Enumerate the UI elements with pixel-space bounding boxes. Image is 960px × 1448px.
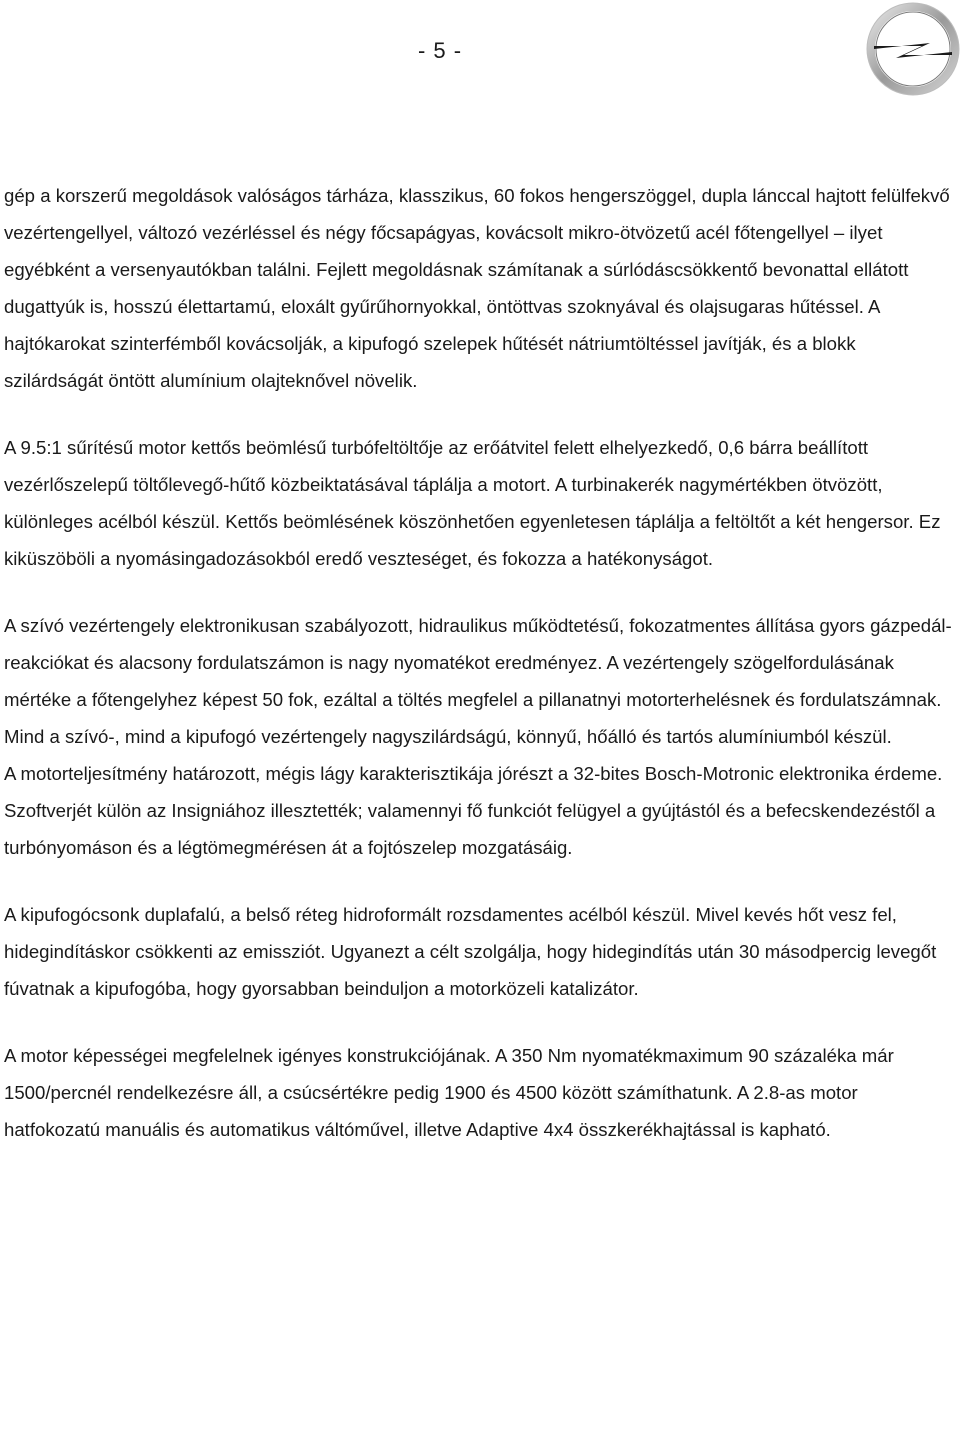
paragraph-exhaust-manifold: A kipufogócsonk duplafalú, a belső réteg hidroformált rozsdamentes acélból készül. Mivel kevés hőt vesz fel, hidegindításkor csökkenti az emissziót. Ugyanezt a célt szolgálja, hogy hidegindítás után 30 másodpercig levegőt fúvatnak a kipufogóba, hogy gyorsabban beinduljon a motorközeli katalizátor. bbox=[4, 904, 937, 999]
document-body bbox=[4, 177, 952, 1148]
paragraph-torque: A motor képességei megfelelnek igényes konstrukciójának. A 350 Nm nyomatékmaximum 90 százaléka már 1500/percnél rendelkezésre áll, a csúcsértékre pedig 1900 és 4500 között számíthatunk. A 2.8-as motor hatfokozatú manuális és automatikus váltóművel, illetve Adaptive 4x4 összkerékhajtással is kapható. bbox=[4, 1045, 894, 1140]
page-number: - 5 - bbox=[417, 38, 463, 63]
paragraph-motronic: A motorteljesítmény határozott, mégis lágy karakterisztikája jórészt a 32-bites Bosch-Motronic elektronika érdeme. Szoftverjét külön az Insigniához illesztették; valamennyi fő funkciót felügyel a gyújtástól és a befecskendezéstől a turbónyomáson és a légtömegmérésen át a fojtószelep mozgatásáig. bbox=[4, 763, 943, 858]
paragraph-engine-design: gép a korszerű megoldások valóságos tárháza, klasszikus, 60 fokos hengerszöggel, dupla lánccal hajtott felülfekvő vezértengellyel, változó vezérléssel és négy főcsapágyas, kovácsolt mikro-ötvözetű acél főtengellyel – ilyet egyébként a versenyautókban találni. Fejlett megoldásnak számítanak a súrlódáscsökkentő bevonattal ellátott dugattyúk is, hosszú élettartamú, eloxált gyűrűhornyokkal, öntöttvas szoknyával és olajsugaras hűtéssel. A hajtókarokat szinterfémből kovácsolják, a kipufogó szelepek hűtését nátriumtöltéssel javítják, és a blokk szilárdságát öntött alumínium olajteknővel növelik. bbox=[4, 185, 950, 391]
paragraph-turbocharger: A 9.5:1 sűrítésű motor kettős beömlésű turbófeltöltője az erőátvitel felett elhelyezkedő, 0,6 bárra beállított vezérlőszelepű töltőlevegő-hűtő közbeiktatásával táplálja a motort. A turbinakerék nagymértékben ötvözött, különleges acélból készül. Kettős beömlésének köszönhetően egyenletesen táplálja a feltöltőt a két hengersor. Ez kiküszöböli a nyomásingadozásokból eredő veszteséget, és fokozza a hatékonyságot. bbox=[4, 437, 941, 569]
paragraph-camshaft: A szívó vezértengely elektronikusan szabályozott, hidraulikus működtetésű, fokozatmentes állítása gyors gázpedál-reakciókat és alacsony fordulatszámon is nagy nyomatékot eredményez. A vezértengely szögelfordulásának mértéke a főtengelyhez képest 50 fok, ezáltal a töltés megfelel a pillanatnyi motorterhelésnek és fordulatszámnak. Mind a szívó-, mind a kipufogó vezértengely nagyszilárdságú, könnyű, hőálló és tartós alumíniumból készül. bbox=[4, 615, 952, 747]
opel-blitz-logo-icon bbox=[866, 2, 960, 96]
